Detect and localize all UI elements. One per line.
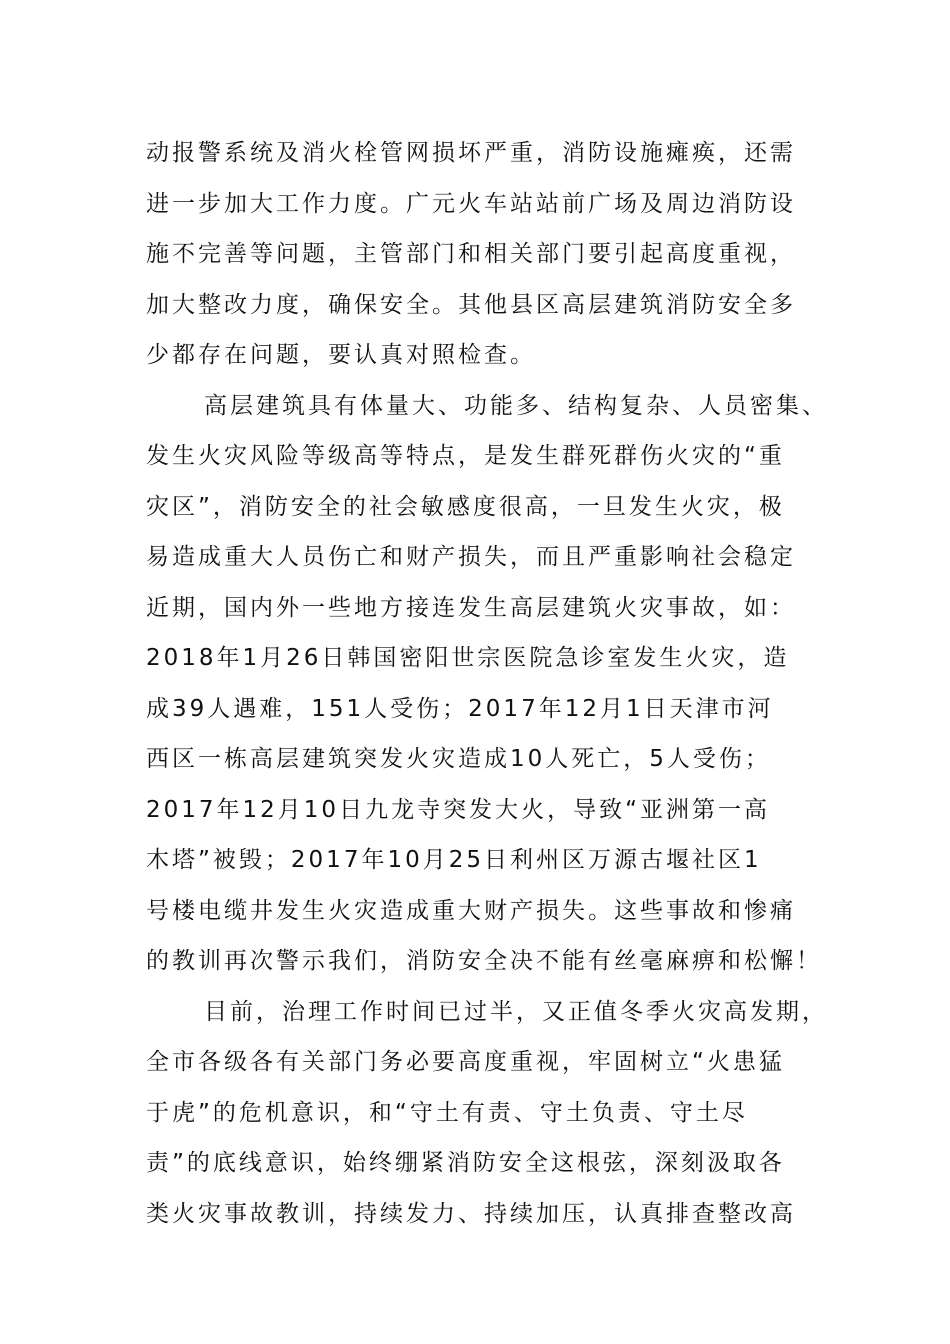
text-line: 2018年1月26日韩国密阳世宗医院急诊室发生火灾，造 [146, 645, 790, 671]
text-line: 近期，国内外一些地方接连发生高层建筑火灾事故，如： [146, 594, 796, 621]
paragraph-start-line: 目前，治理工作时间已过半，又正值冬季火灾高发期， [204, 998, 828, 1025]
text-line: 成39人遇难，151人受伤；2017年12月1日天津市河 [146, 695, 774, 722]
document-body [146, 128, 828, 1239]
text-line: 施不完善等问题，主管部门和相关部门要引起高度重视， [146, 241, 796, 267]
text-line: 的教训再次警示我们，消防安全决不能有丝毫麻痹和松懈！ [146, 948, 822, 974]
text-line: 全市各级各有关部门务必要高度重视，牢固树立“火患猛 [146, 1049, 785, 1075]
text-line: 木塔”被毁；2017年10月25日利州区万源古堰社区1 [146, 847, 762, 873]
text-line: 2017年12月10日九龙寺突发大火，导致“亚洲第一高 [146, 796, 770, 823]
text-line: 西区一栋高层建筑突发火灾造成10人死亡，5人受伤； [146, 746, 771, 772]
text-line: 动报警系统及消火栓管网损坏严重，消防设施瘫痪，还需 [146, 140, 796, 166]
paragraph-start-line: 高层建筑具有体量大、功能多、结构复杂、人员密集、 [204, 392, 828, 419]
text-line: 少都存在问题，要认真对照检查。 [146, 342, 536, 368]
text-line: 类火灾事故教训，持续发力、持续加压，认真排查整改高 [146, 1200, 796, 1227]
text-line: 责”的底线意识，始终绷紧消防安全这根弦，深刻汲取各 [146, 1150, 785, 1176]
text-line: 易造成重大人员伤亡和财产损失，而且严重影响社会稳定 [146, 544, 796, 570]
text-line: 进一步加大工作力度。广元火车站站前广场及周边消防设 [146, 190, 796, 217]
text-line: 发生火灾风险等级高等特点，是发生群死群伤火灾的“重 [146, 443, 785, 469]
text-line: 于虎”的危机意识，和“守土有责、守土负责、守土尽 [146, 1099, 748, 1126]
text-line: 号楼电缆井发生火灾造成重大财产损失。这些事故和惨痛 [146, 897, 796, 924]
text-line: 灾区”，消防安全的社会敏感度很高，一旦发生火灾，极 [146, 493, 785, 520]
text-line: 加大整改力度，确保安全。其他县区高层建筑消防安全多 [146, 291, 796, 318]
